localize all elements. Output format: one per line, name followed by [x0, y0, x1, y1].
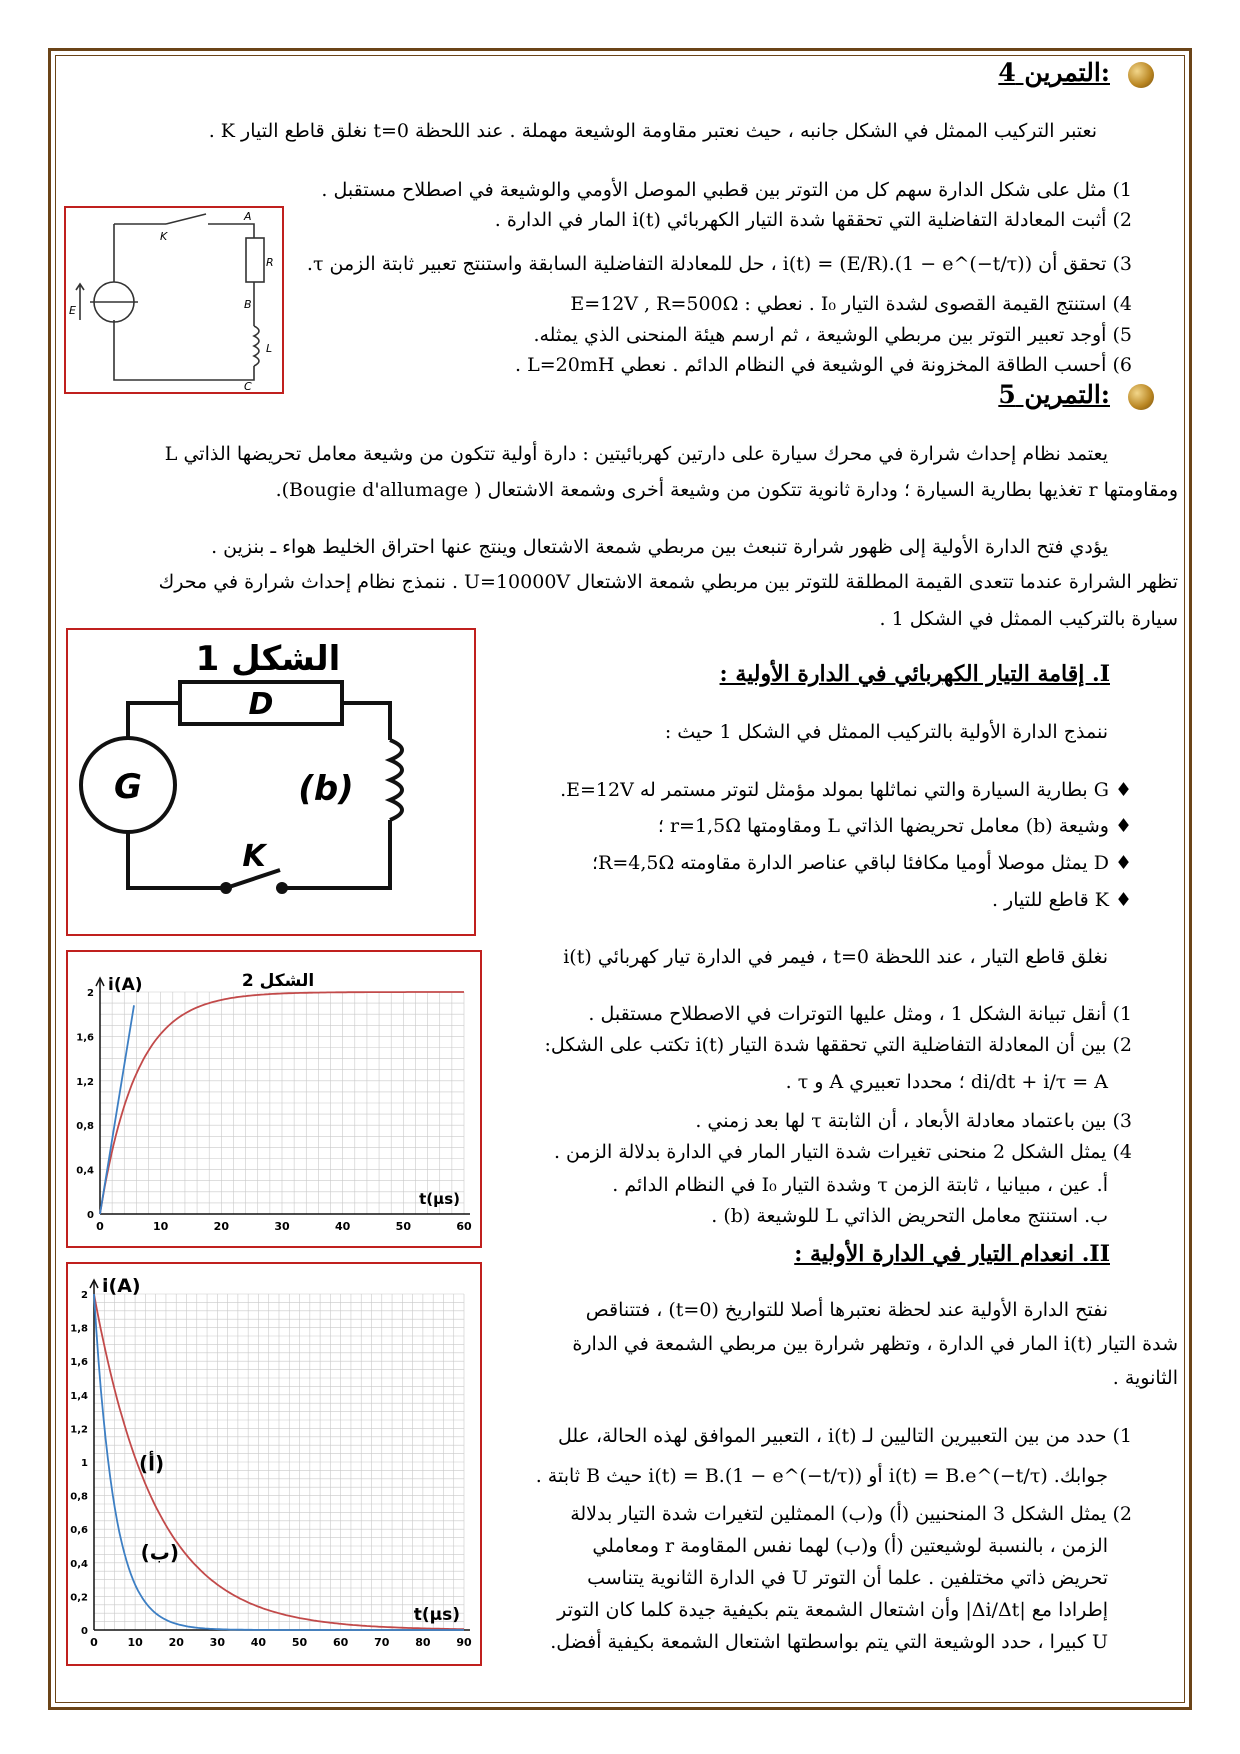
part-i-title: I. إقامة التيار الكهربائي في الدارة الأولية : — [719, 661, 1110, 687]
y-tick-label: 1 — [81, 1458, 88, 1469]
resistor-d-label: D — [248, 687, 274, 722]
part-ii-question-2-line-2: الزمن ، بالنسبة لوشيعتين (أ) و(ب) لهما نفس المقاومة r ومعاملي — [592, 1535, 1108, 1557]
y-tick-label: 1,6 — [76, 1032, 94, 1044]
title-bullet-icon — [1128, 384, 1154, 410]
ex5-paragraph-4: تظهر الشرارة عندما تتعدى القيمة المطلقة للتوتر بين مربطي شمعة الاشتعال U=10000V . ننمذج نظام إحداث شرارة في محرك — [158, 571, 1178, 593]
y-tick-label: 1,8 — [70, 1323, 88, 1335]
part-ii-title: II. انعدام التيار في الدارة الأولية : — [794, 1241, 1110, 1267]
part-ii-question-1-expressions: جوابك. i(t) = B.e^(−t/τ) أو i(t) = B.(1 − e^(−t/τ)) حيث B ثابتة . — [535, 1465, 1108, 1487]
coil-l-label: L — [266, 342, 273, 355]
x-tick-label: 60 — [333, 1636, 349, 1649]
x-tick-label: 0 — [96, 1220, 104, 1233]
x-tick-label: 30 — [274, 1220, 290, 1233]
exercise-4-intro: نعتبر التركيب الممثل في الشكل جانبه ، حيث نعتبر مقاومة الوشيعة مهملة . عند اللحظة t=0 نغلق قاطع التيار K . — [208, 120, 1097, 142]
figure-3-chart — [66, 1262, 482, 1666]
y-tick-label: 0,4 — [70, 1558, 88, 1570]
ex4-circuit-diagram — [66, 208, 282, 392]
y-axis-label: i(A) — [102, 1275, 141, 1297]
part-i-question-4a: أ. عين ، مبيانيا ، ثابتة الزمن τ وشدة التيار I₀ في النظام الدائم . — [612, 1174, 1108, 1196]
y-tick-label: 0,6 — [70, 1525, 88, 1537]
y-tick-label: 0,2 — [70, 1592, 88, 1604]
component-k-item: ♦ K قاطع للتيار . — [991, 889, 1132, 911]
y-tick-label: 0 — [87, 1210, 94, 1221]
y-tick-label: 0 — [81, 1626, 88, 1637]
figure-1-diagram — [68, 630, 474, 934]
node-c-label: C — [244, 380, 252, 392]
part-ii-question-2-line-4: إطرادا مع |Δi/Δt| وأن اشتعال الشمعة يتم بكيفية جيدة كلما كان التوتر — [557, 1599, 1108, 1621]
part-ii-question-2: 2) يمثل الشكل 3 المنحنيين (أ) و(ب) الممثلين لتغيرات شدة التيار بدلالة — [570, 1503, 1132, 1525]
switch-k-label: K — [160, 230, 168, 243]
ex4-question-5: 5) أوجد تعبير التوتر بين مربطي الوشيعة ، ثم ارسم هيئة المنحنى الذي يمثله. — [533, 324, 1132, 346]
x-tick-label: 50 — [395, 1220, 411, 1233]
part-ii-question-2-line-5: U كبيرا ، حدد الوشيعة التي يتم بواسطتها اشتعال الشمعة بكيفية أفضل. — [550, 1631, 1108, 1653]
x-tick-label: 50 — [291, 1636, 308, 1649]
part-i-question-1: 1) أنقل تبيانة الشكل 1 ، ومثل عليها التوترات في الاصطلاح مستقبل . — [588, 1003, 1132, 1025]
ex5-paragraph-2: ومقاومتها r تغذيها بطارية السيارة ؛ ودارة ثانوية تتكون من وشيعة أخرى وشمعة الاشتعال ( Bougie d'allumage). — [275, 479, 1178, 501]
y-tick-label: 1,4 — [70, 1390, 88, 1402]
y-tick-label: 1,2 — [76, 1076, 94, 1088]
x-tick-label: 60 — [456, 1220, 472, 1233]
part-ii-question-2-line-3: تحريض ذاتي مختلفين . علما أن التوتر U في الدارة الثانوية يتناسب — [587, 1567, 1108, 1589]
ex4-circuit-figure — [64, 206, 284, 394]
y-tick-label: 1,2 — [70, 1424, 88, 1436]
curve-b-label: (ب) — [140, 1540, 179, 1565]
ex4-question-1: 1) مثل على شكل الدارة سهم كل من التوتر بين قطبي الموصل الأومي والوشيعة في اصطلاح مستقبل . — [321, 179, 1132, 201]
part-i-closing: نغلق قاطع التيار ، عند اللحظة t=0 ، فيمر في الدارة تيار كهربائي i(t) — [563, 946, 1108, 968]
part-ii-line-2: شدة التيار i(t) المار في الدارة ، وتظهر شرارة بين مربطي الشمعة في الدارة — [572, 1333, 1178, 1355]
component-g-item: ♦ G بطارية السيارة والتي نماثلها بمولد مؤمثل لتوتر مستمر له E=12V. — [560, 779, 1132, 801]
y-tick-label: 2 — [81, 1290, 88, 1301]
x-tick-label: 20 — [168, 1636, 184, 1649]
x-tick-label: 10 — [153, 1220, 169, 1233]
coil-b-label: (b) — [298, 769, 354, 809]
title-bullet-icon — [1128, 62, 1154, 88]
part-i-question-4b: ب. استنتج معامل التحريض الذاتي L للوشيعة (b) . — [711, 1205, 1108, 1227]
figure-1-title: الشكل 1 — [195, 639, 341, 679]
ex4-question-4: 4) استنتج القيمة القصوى لشدة التيار I₀ . نعطي : E=12V , R=500Ω — [570, 293, 1132, 315]
part-ii-question-1: 1) حدد من بين التعبيرين التاليين لـ i(t) ، التعبير الموافق لهذه الحالة، علل — [557, 1425, 1132, 1447]
part-i-question-3: 3) بين باعتماد معادلة الأبعاد ، أن الثابتة τ لها بعد زمني . — [695, 1110, 1132, 1132]
figure-1-circuit — [66, 628, 476, 936]
exercise-5-title: :التمرين 5 — [998, 380, 1110, 409]
component-d-item: ♦ D يمثل موصلا أوميا مكافئا لباقي عناصر الدارة مقاومته R=4,5Ω؛ — [591, 852, 1132, 874]
x-axis-label: t(µs) — [413, 1605, 460, 1625]
part-i-equation: di/dt + i/τ = A ؛ محددا تعبيري A و τ . — [785, 1071, 1108, 1093]
part-ii-line-1: نفتح الدارة الأولية عند لحظة نعتبرها أصلا للتواريخ (t=0) ، فتتناقص — [585, 1299, 1108, 1321]
generator-g-label: G — [114, 767, 142, 807]
y-axis-label: i(A) — [108, 975, 143, 995]
x-tick-label: 0 — [90, 1636, 98, 1649]
part-i-intro: ننمذج الدارة الأولية بالتركيب الممثل في الشكل 1 حيث : — [664, 721, 1108, 743]
x-tick-label: 30 — [209, 1636, 225, 1649]
x-tick-label: 10 — [127, 1636, 143, 1649]
node-b-label: B — [244, 298, 252, 311]
resistor-r-label: R — [266, 256, 274, 269]
ex5-paragraph-5: سيارة بالتركيب الممثل في الشكل 1 . — [879, 608, 1178, 630]
curve-a-label: (أ) — [138, 1451, 165, 1476]
x-tick-label: 20 — [213, 1220, 229, 1233]
figure-2-plot — [68, 952, 480, 1246]
x-tick-label: 40 — [335, 1220, 351, 1233]
x-tick-label: 80 — [415, 1636, 431, 1649]
ex5-paragraph-3: يؤدي فتح الدارة الأولية إلى ظهور شرارة تنبعث بين مربطي شمعة الاشتعال وينتج عنها احتراق الخليط هواء ـ بنزين . — [211, 536, 1108, 558]
ex5-paragraph-1: يعتمد نظام إحداث شرارة في محرك سيارة على دارتين كهربائيتين : دارة أولية تتكون من وشيعة معامل تحريضها الذاتي L — [164, 443, 1108, 465]
node-a-label: A — [244, 210, 252, 223]
figure-2-title: الشكل 2 — [241, 971, 315, 991]
x-axis-label: t(µs) — [419, 1190, 460, 1208]
x-tick-label: 40 — [250, 1636, 267, 1649]
y-tick-label: 0,4 — [76, 1165, 94, 1177]
part-i-question-2: 2) بين أن المعادلة التفاضلية التي تحققها شدة التيار i(t) تكتب على الشكل: — [544, 1034, 1132, 1056]
x-tick-label: 70 — [374, 1636, 390, 1649]
part-ii-line-3: الثانوية . — [1112, 1367, 1178, 1389]
generator-e-label: E — [69, 304, 76, 317]
part-i-question-4: 4) يمثل الشكل 2 منحنى تغيرات شدة التيار المار في الدارة بدلالة الزمن . — [553, 1141, 1132, 1163]
ex4-question-6: 6) أحسب الطاقة المخزونة في الوشيعة في النظام الدائم . نعطي L=20mH . — [515, 354, 1132, 376]
figure-2-chart — [66, 950, 482, 1248]
component-b-item: ♦ وشيعة (b) معامل تحريضها الذاتي L ومقاومتها r=1,5Ω ؛ — [657, 815, 1132, 837]
figure-3-plot — [68, 1264, 480, 1664]
ex4-question-3: 3) تحقق أن i(t) = (E/R).(1 − e^(−t/τ)) ، حل للمعادلة التفاضلية السابقة واستنتج تعبير ثابتة الزمن τ. — [306, 253, 1132, 275]
ex4-question-2: 2) أثبت المعادلة التفاضلية التي تحققها شدة التيار الكهربائي i(t) المار في الدارة . — [494, 209, 1132, 231]
y-tick-label: 1,6 — [70, 1357, 88, 1369]
x-tick-label: 90 — [456, 1636, 472, 1649]
y-tick-label: 0,8 — [76, 1121, 94, 1133]
switch-k-label: K — [242, 839, 266, 874]
exercise-4-title: :التمرين 4 — [998, 58, 1110, 87]
y-tick-label: 2 — [87, 988, 94, 999]
y-tick-label: 0,8 — [70, 1491, 88, 1503]
